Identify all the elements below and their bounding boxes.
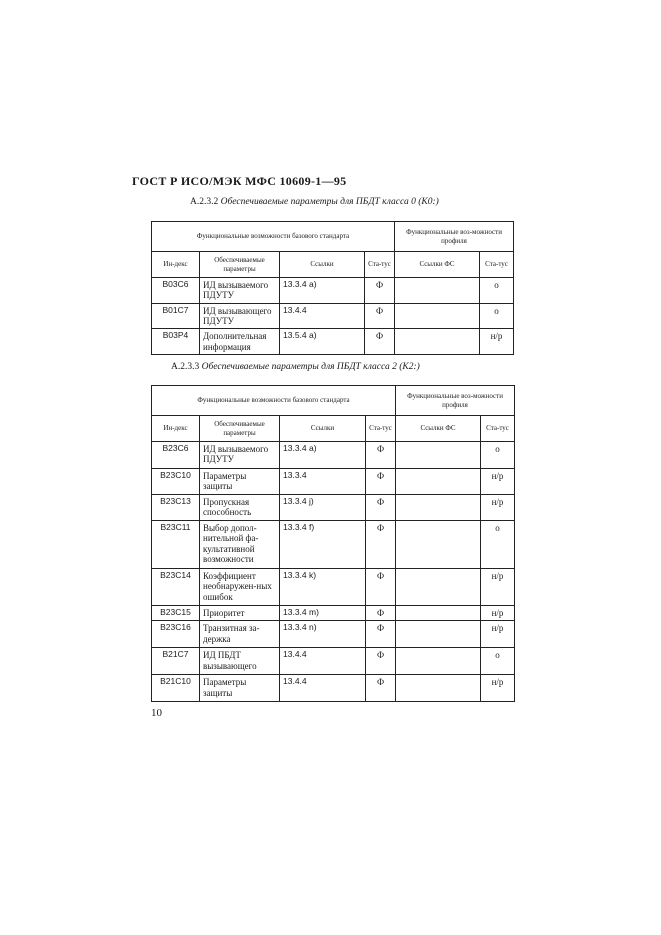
- table-row: [152, 495, 515, 521]
- row-index: В23С14: [152, 569, 200, 606]
- row-ref-fs: [396, 521, 481, 569]
- row-ref-fs: [395, 278, 480, 304]
- row-status: Ф: [366, 521, 396, 569]
- row-param: ИД ПБДТ вызывающего: [200, 648, 280, 675]
- row-ref-fs: [396, 442, 481, 469]
- table-row: [152, 303, 514, 329]
- header-index: Ин-декс: [152, 416, 200, 442]
- row-ref: 13.3.4 а): [280, 442, 366, 469]
- row-index: В01С7: [152, 303, 200, 329]
- header-params: Обеспечиваемые параметры: [200, 252, 280, 278]
- table-caption-2: А.2.3.3 Обеспечиваемые параметры для ПБДТ класса 2 (К2:): [171, 362, 420, 372]
- header-refs-fs: Ссылки ФС: [395, 252, 480, 278]
- document-header: ГОСТ Р ИСО/МЭК МФС 10609-1—95: [132, 174, 347, 188]
- header-refs: Ссылки: [280, 252, 365, 278]
- row-status: Ф: [365, 303, 395, 329]
- row-status: Ф: [365, 329, 395, 355]
- table-row: [152, 442, 515, 469]
- row-status: Ф: [366, 495, 396, 521]
- row-param: Транзитная за-держка: [200, 621, 280, 648]
- row-profile-status: н/р: [481, 469, 515, 495]
- row-profile-status: о: [480, 303, 514, 329]
- capabilities-table-class-2: [151, 385, 515, 702]
- row-index: В03Р4: [152, 329, 200, 355]
- row-profile-status: н/р: [481, 495, 515, 521]
- row-ref: 13.3.4: [280, 469, 366, 495]
- row-ref: 13.4.4: [280, 303, 365, 329]
- row-ref-fs: [395, 303, 480, 329]
- row-profile-status: н/р: [481, 621, 515, 648]
- header-base-standard: Функциональные возможности базового стандарта: [152, 222, 395, 252]
- row-profile-status: о: [480, 278, 514, 304]
- row-ref: 13.3.4 m): [280, 606, 366, 621]
- row-status: Ф: [366, 569, 396, 606]
- row-ref: 13.3.4 k): [280, 569, 366, 606]
- row-param: ИД вызываемого ПДУТУ: [200, 278, 280, 304]
- table-row: [152, 329, 514, 355]
- header-index: Ин-декс: [152, 252, 200, 278]
- table-row: [152, 606, 515, 621]
- header-status: Ста-тус: [365, 252, 395, 278]
- table-row: [152, 648, 515, 675]
- row-ref-fs: [396, 606, 481, 621]
- row-profile-status: н/р: [481, 569, 515, 606]
- row-param: Дополнительная информация: [200, 329, 280, 355]
- header-profile: Функциональные воз-можности профиля: [395, 222, 514, 252]
- row-ref: 13.3.4 j): [280, 495, 366, 521]
- row-param: Коэффициент необнаружен-ных ошибок: [200, 569, 280, 606]
- row-ref-fs: [396, 675, 481, 702]
- table-caption-1: А.2.3.2 Обеспечиваемые параметры для ПБДТ класса 0 (К0:): [190, 197, 439, 207]
- row-index: В21С10: [152, 675, 200, 702]
- row-status: Ф: [366, 675, 396, 702]
- row-index: В23С11: [152, 521, 200, 569]
- row-ref-fs: [396, 469, 481, 495]
- row-status: Ф: [366, 648, 396, 675]
- row-param: Параметры защиты: [200, 469, 280, 495]
- table-row: [152, 521, 515, 569]
- row-status: Ф: [366, 621, 396, 648]
- row-ref: 13.3.4 а): [280, 278, 365, 304]
- row-param: Приоритет: [200, 606, 280, 621]
- row-ref: 13.3.4 n): [280, 621, 366, 648]
- page-number: 10: [151, 707, 162, 719]
- row-ref-fs: [396, 569, 481, 606]
- row-index: В23С10: [152, 469, 200, 495]
- header-refs: Ссылки: [280, 416, 366, 442]
- row-ref: 13.5.4 а): [280, 329, 365, 355]
- row-param: ИД вызываемого ПДУТУ: [200, 442, 280, 469]
- row-index: В23С16: [152, 621, 200, 648]
- row-status: Ф: [366, 442, 396, 469]
- header-refs-fs: Ссылки ФС: [396, 416, 481, 442]
- row-index: В23С13: [152, 495, 200, 521]
- table-row: [152, 621, 515, 648]
- row-status: Ф: [366, 469, 396, 495]
- table-row: [152, 569, 515, 606]
- row-profile-status: н/р: [480, 329, 514, 355]
- row-status: Ф: [366, 606, 396, 621]
- header-status: Ста-тус: [366, 416, 396, 442]
- header-profile: Функциональные воз-можности профиля: [396, 386, 515, 416]
- table-row: [152, 278, 514, 304]
- table-row: [152, 469, 515, 495]
- row-ref: 13.3.4 f): [280, 521, 366, 569]
- row-index: В23С15: [152, 606, 200, 621]
- row-profile-status: н/р: [481, 606, 515, 621]
- row-index: В21С7: [152, 648, 200, 675]
- row-ref: 13.4.4: [280, 648, 366, 675]
- row-param: Параметры защиты: [200, 675, 280, 702]
- row-ref-fs: [396, 495, 481, 521]
- row-param: Пропускная способность: [200, 495, 280, 521]
- row-profile-status: о: [481, 521, 515, 569]
- row-ref-fs: [395, 329, 480, 355]
- row-index: В23С6: [152, 442, 200, 469]
- row-ref-fs: [396, 648, 481, 675]
- header-status-profile: Ста-тус: [480, 252, 514, 278]
- row-ref: 13.4.4: [280, 675, 366, 702]
- row-ref-fs: [396, 621, 481, 648]
- capabilities-table-class-0: [151, 221, 514, 355]
- row-profile-status: о: [481, 442, 515, 469]
- header-base-standard: Функциональные возможности базового стандарта: [152, 386, 396, 416]
- row-index: В03С6: [152, 278, 200, 304]
- row-param: ИД вызывающего ПДУТУ: [200, 303, 280, 329]
- header-status-profile: Ста-тус: [481, 416, 515, 442]
- header-params: Обеспечиваемые параметры: [200, 416, 280, 442]
- table-row: [152, 675, 515, 702]
- row-status: Ф: [365, 278, 395, 304]
- row-profile-status: н/р: [481, 675, 515, 702]
- row-profile-status: о: [481, 648, 515, 675]
- row-param: Выбор допол-нительной фа-культативной возможности: [200, 521, 280, 569]
